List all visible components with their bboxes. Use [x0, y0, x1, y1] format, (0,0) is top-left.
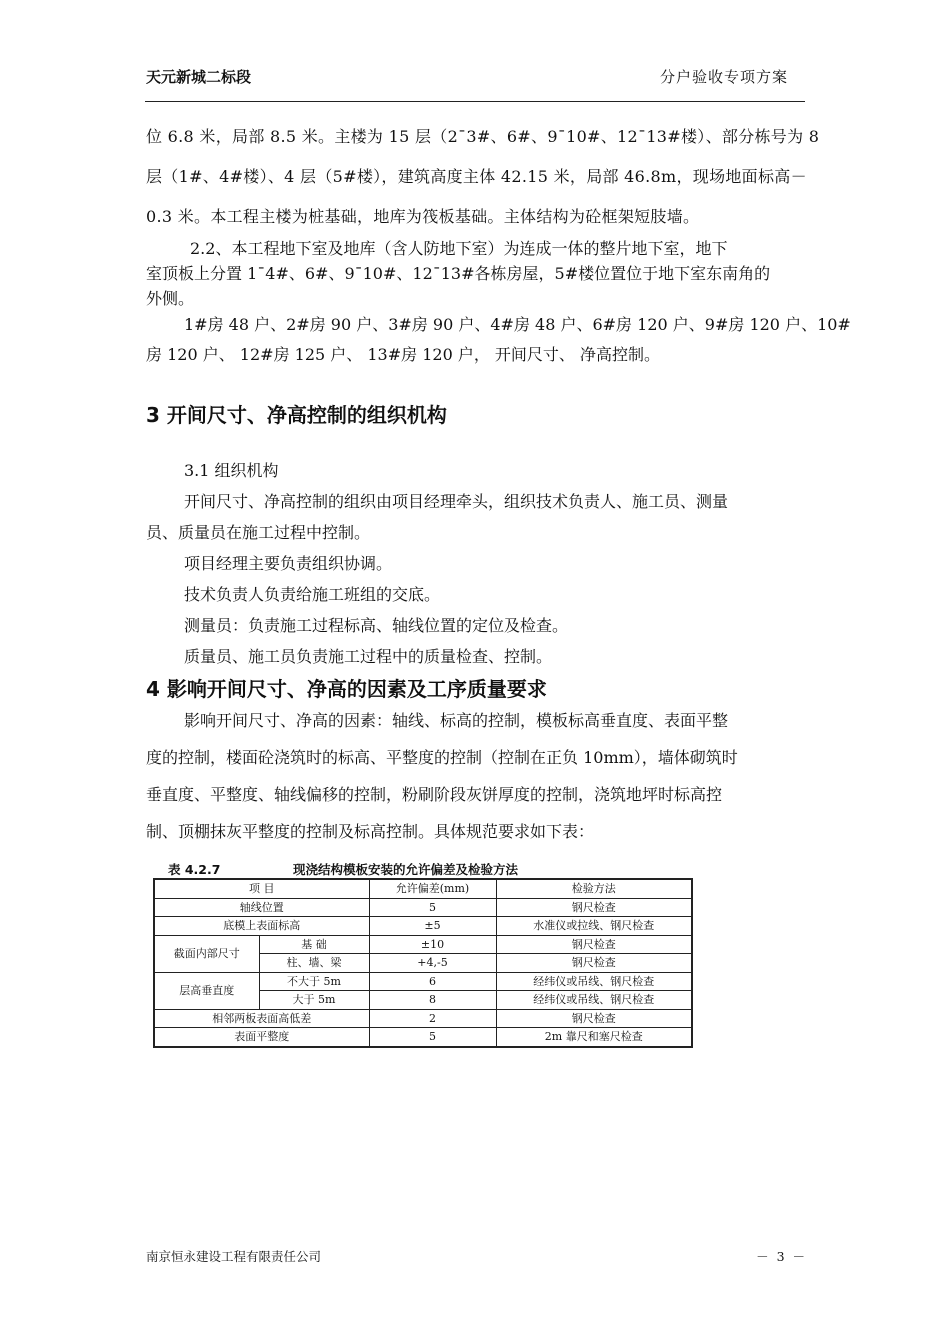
cell-item: 轴线位置: [154, 898, 369, 917]
table-row: [154, 1028, 692, 1047]
cell-method: 经纬仪或吊线、钢尺检查: [496, 991, 692, 1010]
cell-group: 层高垂直度: [154, 972, 259, 1009]
text-line: 员、质量员在施工过程中控制。: [146, 523, 371, 542]
cell-subitem: 柱、墙、梁: [259, 954, 369, 973]
header-item: 项 目: [154, 879, 369, 898]
cell-method: 经纬仪或吊线、钢尺检查: [496, 972, 692, 991]
cell-method: 水准仪或拉线、钢尺检查: [496, 917, 692, 936]
cell-method: 钢尺检查: [496, 898, 692, 917]
cell-deviation: 5: [369, 1028, 496, 1047]
header-method: 检验方法: [496, 879, 692, 898]
cell-subitem: 大于 5m: [259, 991, 369, 1010]
text-line: 开间尺寸、净高控制的组织由项目经理牵头，组织技术负责人、施工员、测量: [184, 492, 729, 511]
table-row: [154, 972, 692, 991]
cell-item: 相邻两板表面高低差: [154, 1009, 369, 1028]
header-document-title: 分户验收专项方案: [659, 68, 788, 86]
tolerance-table: [153, 878, 693, 1048]
header-deviation: 允许偏差(mm): [369, 879, 496, 898]
cell-deviation: 2: [369, 1009, 496, 1028]
text-line: 度的控制，楼面砼浇筑时的标高、平整度的控制（控制在正负 10mm），墙体砌筑时: [146, 748, 738, 767]
footer-company-name: 南京恒永建设工程有限责任公司: [146, 1249, 322, 1264]
subsection-3-1-title: 3.1 组织机构: [184, 461, 279, 480]
text-line: 垂直度、平整度、轴线偏移的控制，粉刷阶段灰饼厚度的控制，浇筑地坪时标高控: [146, 785, 723, 804]
text-line: 2.2、本工程地下室及地库（含人防地下室）为连成一体的整片地下室，地下: [190, 239, 728, 258]
text-line: 位 6.8 米，局部 8.5 米。主楼为 15 层（2¯3#、6#、9¯10#、12¯13#楼）、部分栋号为 8: [146, 127, 820, 146]
table-row: [154, 917, 692, 936]
section-4-heading: 4 影响开间尺寸、净高的因素及工序质量要求: [146, 677, 547, 701]
cell-method: 钢尺检查: [496, 935, 692, 954]
cell-deviation: +4,-5: [369, 954, 496, 973]
text-line: 制、顶棚抹灰平整度的控制及标高控制。具体规范要求如下表：: [146, 822, 595, 841]
cell-deviation: ±5: [369, 917, 496, 936]
cell-subitem: 基 础: [259, 935, 369, 954]
cell-method: 2m 靠尺和塞尺检查: [496, 1028, 692, 1047]
table-row: [154, 898, 692, 917]
cell-deviation: 6: [369, 972, 496, 991]
cell-method: 钢尺检查: [496, 954, 692, 973]
text-line: 外侧。: [146, 289, 195, 308]
cell-deviation: ±10: [369, 935, 496, 954]
section-3-heading: 3 开间尺寸、净高控制的组织机构: [146, 403, 447, 427]
cell-item: 底模上表面标高: [154, 917, 369, 936]
text-line: 室顶板上分置 1¯4#、6#、9¯10#、12¯13#各栋房屋，5#楼位置位于地下室东南角的: [146, 264, 771, 283]
footer-page-number: － 3 －: [756, 1249, 807, 1264]
text-line: 1#房 48 户、2#房 90 户、3#房 90 户、4#房 48 户、6#房 120 户、9#房 120 户、10#: [184, 315, 851, 334]
table-row: [154, 1009, 692, 1028]
cell-deviation: 8: [369, 991, 496, 1010]
text-line: 技术负责人负责给施工班组的交底。: [184, 585, 441, 604]
table-number: 表 4.2.7: [168, 862, 221, 877]
cell-subitem: 不大于 5m: [259, 972, 369, 991]
table-header-row: [154, 879, 692, 898]
header-project-name: 天元新城二标段: [146, 68, 252, 86]
table-title: 现浇结构模板安装的允许偏差及检验方法: [293, 862, 519, 877]
cell-group: 截面内部尺寸: [154, 935, 259, 972]
text-line: 影响开间尺寸、净高的因素：轴线、标高的控制，模板标高垂直度、表面平整: [184, 711, 729, 730]
text-line: 房 120 户、 12#房 125 户、 13#房 120 户， 开间尺寸、 净高控制。: [146, 345, 661, 364]
table-row: [154, 935, 692, 954]
text-line: 0.3 米。本工程主楼为桩基础，地库为筏板基础。主体结构为砼框架短肢墙。: [146, 207, 700, 226]
cell-item: 表面平整度: [154, 1028, 369, 1047]
text-line: 质量员、施工员负责施工过程中的质量检查、控制。: [184, 647, 553, 666]
cell-deviation: 5: [369, 898, 496, 917]
cell-method: 钢尺检查: [496, 1009, 692, 1028]
header-divider: [145, 101, 805, 102]
text-line: 层（1#、4#楼）、4 层（5#楼），建筑高度主体 42.15 米，局部 46.8m，现场地面标高－: [146, 167, 807, 186]
text-line: 测量员：负责施工过程标高、轴线位置的定位及检查。: [184, 616, 569, 635]
text-line: 项目经理主要负责组织协调。: [184, 554, 393, 573]
